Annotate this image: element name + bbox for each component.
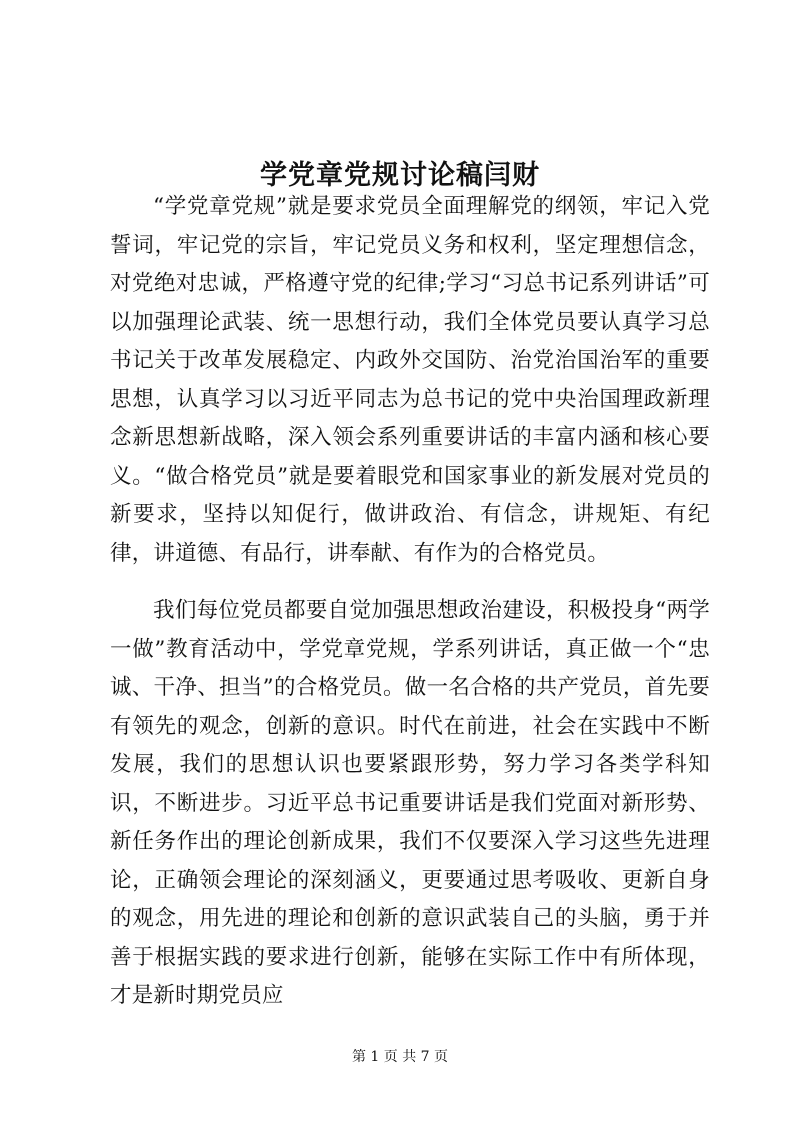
- paragraph-1: “学党章党规”就是要求党员全面理解党的纲领，牢记入党誓词，牢记党的宗旨，牢记党员义务和权利，坚定理想信念，对党绝对忠诚，严格遵守党的纪律;学习“习总书记系列讲话”可以加强理论武装、统一思想行动，我们全体党员要认真学习总书记关于改革发展稳定、内政外交国防、治党治国治军的重要思想，认真学习以习近平同志为总书记的党中央治国理政新理念新思想新战略，深入领会系列重要讲话的丰富内涵和核心要义。“做合格党员”就是要着眼党和国家事业的新发展对党员的新要求，坚持以知促行，做讲政治、有信念，讲规矩、有纪律，讲道德、有品行，讲奉献、有作为的合格党员。: [110, 194, 710, 566]
- paragraph-2: 我们每位党员都要自觉加强思想政治建设，积极投身“两学一做”教育活动中，学党章党规，学系列讲话，真正做一个“忠诚、干净、担当”的合格党员。做一名合格的共产党员，首先要有领先的观念，创新的意识。时代在前进，社会在实践中不断发展，我们的思想认识也要紧跟形势，努力学习各类学科知识，不断进步。习近平总书记重要讲话是我们党面对新形势、新任务作出的理论创新成果，我们不仅要深入学习这些先进理论，正确领会理论的深刻涵义，更要通过思考吸收、更新自身的观念，用先进的理论和创新的意识武装自己的头脑，勇于并善于根据实践的要求进行创新，能够在实际工作中有所体现，才是新时期党员应: [110, 598, 710, 1008]
- document-title: 学党章党规讨论稿闫财: [260, 160, 540, 192]
- page-number-footer: 第 1 页 共 7 页: [351, 1049, 449, 1065]
